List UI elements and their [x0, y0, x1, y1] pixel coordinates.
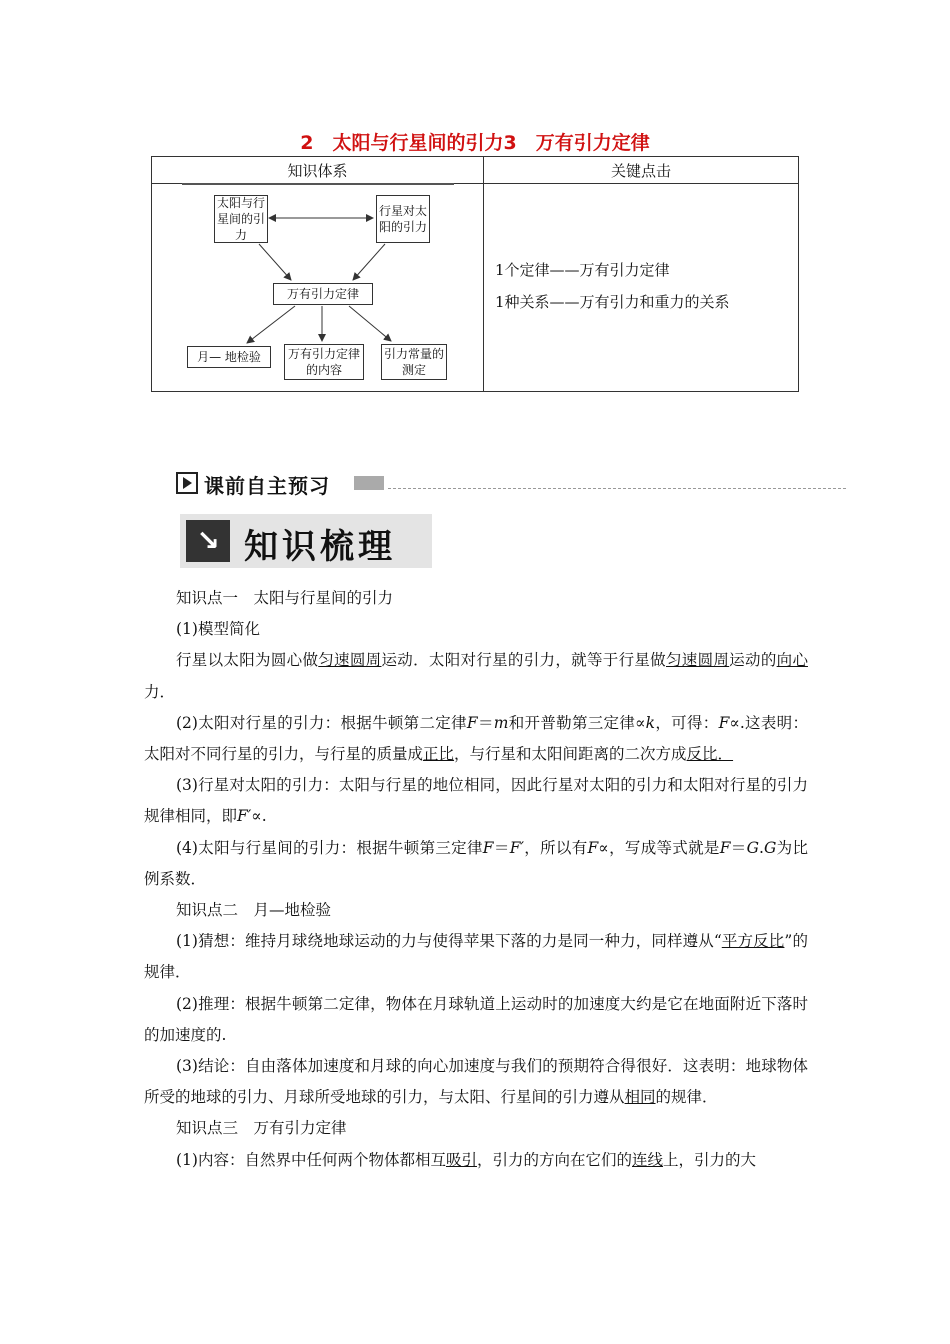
section-banner [176, 468, 846, 496]
kp1-s4: (4)太阳与行星间的引力：根据牛顿第三定律F＝F′，所以有F∝，写成等式就是F＝G.G为比例系数． [144, 838, 808, 888]
page-title [0, 128, 950, 155]
kp1-s1: 行星以太阳为圆心做匀速圆周运动．太阳对行星的引力，就等于行星做匀速圆周运动的向心力． [144, 651, 808, 701]
blank-answer: 正比 [423, 745, 455, 764]
concept-diagram-arrows [151, 156, 483, 392]
blank-answer: 吸引 [445, 1150, 477, 1169]
node-gravitational-constant: 引力常量的测定 [381, 344, 447, 380]
key-point-2: 1种关系——万有引力和重力的关系 [495, 293, 730, 311]
kp2-s1: (1)猜想：维持月球绕地球运动的力与使得苹果下落的力是同一种力，同样遵从“平方反比”的规律． [144, 932, 808, 982]
key-point-1: 1个定律——万有引力定律 [495, 261, 670, 279]
body-text [144, 583, 808, 1176]
kp3-s1: (1)内容：自然界中任何两个物体都相互吸引，引力的方向在它们的连线上，引力的大 [176, 1150, 757, 1169]
blank-answer: 向心 [776, 651, 808, 670]
banner-dotted-rule [388, 488, 846, 489]
kp2-heading: 知识点二 月—地检验 [176, 901, 332, 920]
banner-gray-block [354, 476, 384, 490]
kp1-s1-title: (1)模型简化 [176, 620, 260, 639]
knowledge-heading-banner [180, 514, 432, 568]
table-header-knowledge-system: 知识体系 [287, 162, 348, 180]
arrow-badge-icon: ↘ [186, 520, 230, 562]
table-column-divider [483, 157, 484, 391]
node-sun-planet-gravity: 太阳与行星间的引力 [214, 195, 268, 243]
play-arrow-icon [176, 472, 198, 494]
blank-answer: 匀速圆周 [318, 651, 382, 670]
node-law-content: 万有引力定律的内容 [284, 344, 364, 380]
node-universal-gravitation-law: 万有引力定律 [273, 283, 373, 305]
blank-answer: 连线 [632, 1150, 664, 1169]
blank-answer: 匀速圆周 [665, 651, 730, 670]
title-part1: 2 太阳与行星间的引力 [300, 132, 504, 154]
section-banner-title: 课前自主预习 [204, 474, 330, 498]
table-header-key-points: 关键点击 [610, 162, 671, 180]
blank-answer: 平方反比 [721, 932, 785, 951]
kp2-s3: (3)结论：自由落体加速度和月球的向心加速度与我们的预期符合得很好．这表明：地球物体所受的地球的引力、月球所受地球的引力，与太阳、行星间的引力遵从相同的规律． [144, 1057, 808, 1107]
kp3-heading: 知识点三 万有引力定律 [176, 1119, 347, 1138]
kp2-s2: (2)推理：根据牛顿第二定律，物体在月球轨道上运动时的加速度大约是它在地面附近下落时的加速度的. [144, 994, 808, 1044]
blank-answer: 相同 [624, 1088, 656, 1107]
kp1-s3: (3)行星对太阳的引力：太阳与行星的地位相同，因此行星对太阳的引力和太阳对行星的引力规律相同，即F′∝. [144, 776, 808, 826]
kp1-heading: 知识点一 太阳与行星间的引力 [176, 589, 394, 607]
kp1-s2: (2)太阳对行星的引力：根据牛顿第二定律F＝m和开普勒第三定律∝k，可得：F∝.这表明：太阳对不同行星的引力，与行星的质量成正比，与行星和太阳间距离的二次方成反比． [144, 713, 808, 764]
node-moon-earth-test: 月— 地检验 [187, 346, 271, 368]
knowledge-heading: 知识梳理 [244, 527, 396, 567]
blank-answer: 反比． [686, 745, 734, 764]
node-planet-sun-gravity: 行星对太阳的引力 [376, 195, 430, 243]
title-part2: 3 万有引力定律 [503, 132, 650, 154]
